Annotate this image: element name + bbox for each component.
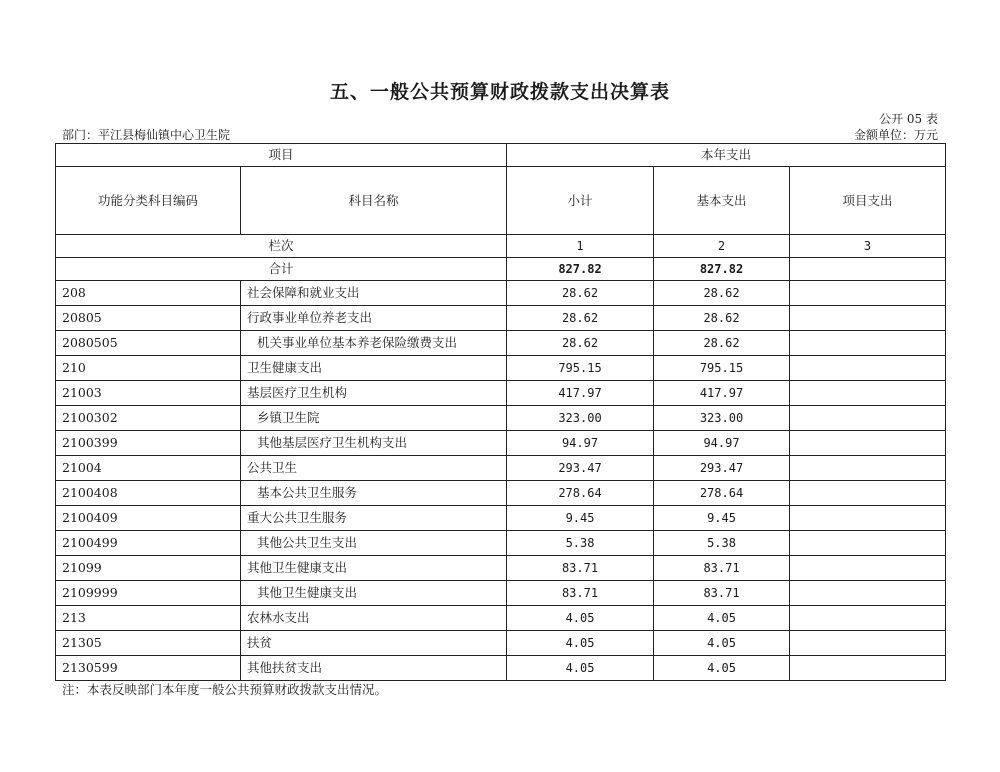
- row-project: [790, 581, 946, 606]
- row-name: 机关事业单位基本养老保险缴费支出: [241, 331, 507, 356]
- row-subtotal: 94.97: [507, 431, 654, 456]
- table-note: 注：本表反映部门本年度一般公共预算财政拨款支出情况。: [62, 682, 388, 697]
- row-code: 2100499: [56, 531, 241, 556]
- row-project: [790, 306, 946, 331]
- row-name: 其他卫生健康支出: [241, 556, 507, 581]
- row-name: 乡镇卫生院: [241, 406, 507, 431]
- row-name: 其他基层医疗卫生机构支出: [241, 431, 507, 456]
- row-subtotal: 83.71: [507, 581, 654, 606]
- row-name: 其他公共卫生支出: [241, 531, 507, 556]
- row-project: [790, 381, 946, 406]
- row-code: 2109999: [56, 581, 241, 606]
- table-row: [56, 556, 946, 581]
- row-name: 其他卫生健康支出: [241, 581, 507, 606]
- table-row: [56, 631, 946, 656]
- header-item: 项目: [56, 144, 507, 167]
- row-name: 社会保障和就业支出: [241, 281, 507, 306]
- total-basic: 827.82: [654, 258, 790, 281]
- row-code: 2080505: [56, 331, 241, 356]
- table-row: [56, 581, 946, 606]
- row-code: 2100302: [56, 406, 241, 431]
- row-project: [790, 431, 946, 456]
- row-name: 重大公共卫生服务: [241, 506, 507, 531]
- table-row: [56, 331, 946, 356]
- column-index-2: 2: [654, 235, 790, 258]
- header-project: 项目支出: [790, 167, 946, 235]
- column-index-row: [56, 235, 946, 258]
- table-row: [56, 281, 946, 306]
- row-project: [790, 631, 946, 656]
- row-project: [790, 331, 946, 356]
- row-subtotal: 278.64: [507, 481, 654, 506]
- row-subtotal: 28.62: [507, 331, 654, 356]
- row-code: 210: [56, 356, 241, 381]
- row-basic: 28.62: [654, 281, 790, 306]
- row-project: [790, 481, 946, 506]
- row-subtotal: 417.97: [507, 381, 654, 406]
- row-basic: 4.05: [654, 631, 790, 656]
- row-basic: 28.62: [654, 331, 790, 356]
- header-basic: 基本支出: [654, 167, 790, 235]
- header-name: 科目名称: [241, 167, 507, 235]
- budget-table: [55, 143, 946, 681]
- row-subtotal: 795.15: [507, 356, 654, 381]
- row-name: 其他扶贫支出: [241, 656, 507, 681]
- row-code: 2100408: [56, 481, 241, 506]
- table-row: [56, 431, 946, 456]
- row-basic: 28.62: [654, 306, 790, 331]
- total-row: [56, 258, 946, 281]
- amount-unit-label: 金额单位：万元: [853, 128, 938, 142]
- total-label: 合计: [56, 258, 507, 281]
- row-project: [790, 606, 946, 631]
- row-code: 21004: [56, 456, 241, 481]
- table-row: [56, 531, 946, 556]
- table-row: [56, 606, 946, 631]
- table-row: [56, 306, 946, 331]
- total-subtotal: 827.82: [507, 258, 654, 281]
- row-name: 卫生健康支出: [241, 356, 507, 381]
- row-code: 21305: [56, 631, 241, 656]
- row-basic: 5.38: [654, 531, 790, 556]
- row-basic: 278.64: [654, 481, 790, 506]
- row-basic: 94.97: [654, 431, 790, 456]
- table-row: [56, 506, 946, 531]
- header-code: 功能分类科目编码: [56, 167, 241, 235]
- header-subtotal: 小计: [507, 167, 654, 235]
- page-title: 五、一般公共预算财政拨款支出决算表: [329, 81, 670, 103]
- row-subtotal: 28.62: [507, 306, 654, 331]
- row-basic: 9.45: [654, 506, 790, 531]
- header-row-group: [56, 144, 946, 167]
- column-index-1: 1: [507, 235, 654, 258]
- row-subtotal: 4.05: [507, 656, 654, 681]
- table-row: [56, 656, 946, 681]
- row-name: 行政事业单位养老支出: [241, 306, 507, 331]
- row-subtotal: 323.00: [507, 406, 654, 431]
- row-project: [790, 356, 946, 381]
- row-code: 21003: [56, 381, 241, 406]
- table-row: [56, 381, 946, 406]
- row-subtotal: 293.47: [507, 456, 654, 481]
- row-subtotal: 28.62: [507, 281, 654, 306]
- table-row: [56, 406, 946, 431]
- column-index-3: 3: [790, 235, 946, 258]
- header-row-columns: [56, 167, 946, 235]
- row-project: [790, 656, 946, 681]
- row-basic: 293.47: [654, 456, 790, 481]
- row-subtotal: 9.45: [507, 506, 654, 531]
- row-name: 农林水支出: [241, 606, 507, 631]
- row-name: 扶贫: [241, 631, 507, 656]
- row-basic: 417.97: [654, 381, 790, 406]
- row-code: 208: [56, 281, 241, 306]
- department-label: 部门：平江县梅仙镇中心卫生院: [62, 128, 231, 142]
- row-name: 基本公共卫生服务: [241, 481, 507, 506]
- row-basic: 83.71: [654, 556, 790, 581]
- row-code: 2100409: [56, 506, 241, 531]
- row-code: 2100399: [56, 431, 241, 456]
- row-basic: 4.05: [654, 656, 790, 681]
- table-row: [56, 456, 946, 481]
- row-code: 2130599: [56, 656, 241, 681]
- table-row: [56, 481, 946, 506]
- header-this-year: 本年支出: [507, 144, 946, 167]
- row-project: [790, 556, 946, 581]
- total-project: [790, 258, 946, 281]
- row-project: [790, 531, 946, 556]
- row-project: [790, 281, 946, 306]
- row-project: [790, 506, 946, 531]
- row-subtotal: 4.05: [507, 631, 654, 656]
- row-subtotal: 4.05: [507, 606, 654, 631]
- row-basic: 4.05: [654, 606, 790, 631]
- row-basic: 795.15: [654, 356, 790, 381]
- row-name: 公共卫生: [241, 456, 507, 481]
- row-name: 基层医疗卫生机构: [241, 381, 507, 406]
- row-project: [790, 456, 946, 481]
- row-subtotal: 5.38: [507, 531, 654, 556]
- row-code: 20805: [56, 306, 241, 331]
- row-subtotal: 83.71: [507, 556, 654, 581]
- row-code: 21099: [56, 556, 241, 581]
- table-row: [56, 356, 946, 381]
- row-basic: 83.71: [654, 581, 790, 606]
- row-code: 213: [56, 606, 241, 631]
- row-project: [790, 406, 946, 431]
- form-number: 公开 05 表: [879, 112, 938, 126]
- row-basic: 323.00: [654, 406, 790, 431]
- column-index-label: 栏次: [56, 235, 507, 258]
